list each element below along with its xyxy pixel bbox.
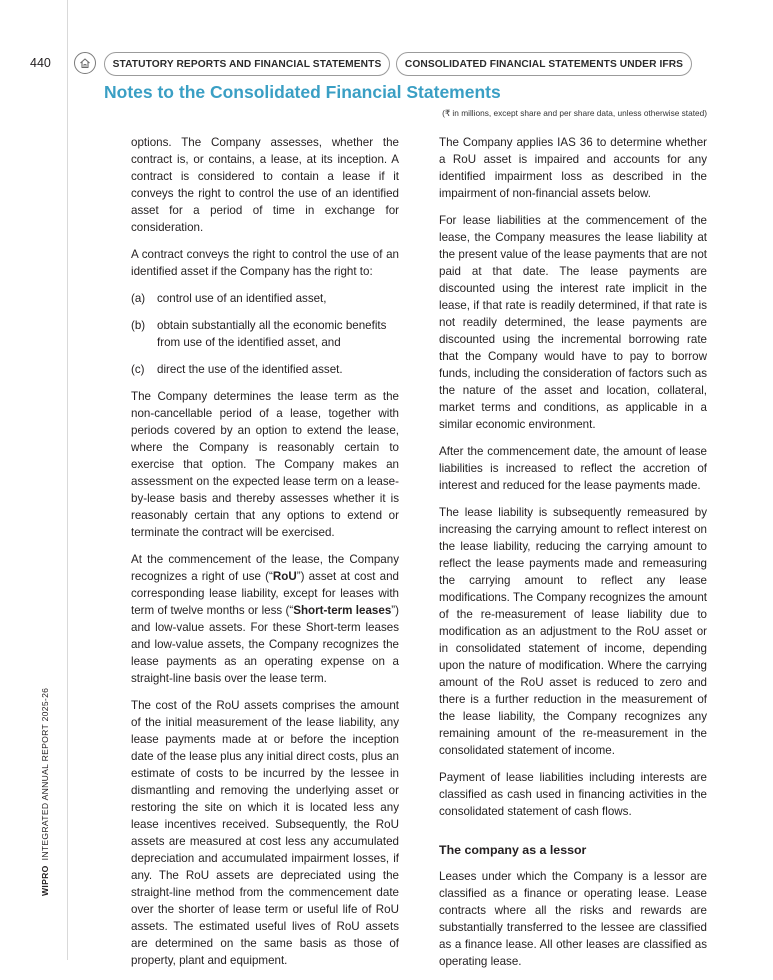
list-label: (b) — [131, 319, 146, 332]
paragraph: The Company applies IAS 36 to determine whether a RoU asset is impaired and accounts for any identified impairment loss as described in the impairment of non-financial assets below. — [439, 136, 707, 200]
paragraph: The cost of the RoU assets comprises the amount of the initial measurement of the lease liability, any lease payments made at or before the inception date of the lease plus any initial direct costs, plus an estimate of costs to be incurred by the lessee in dismantling and removing the underlying asset or restoring the site on which it is located less any lease incentives received. Subsequently, the RoU assets are measured at cost less any accumulated depreciation and accumulated impairment losses, if any. The RoU assets are depreciated using the straight-line method from the commencement date over the shorter of lease term or useful life of RoU assets. The estimated useful lives of RoU assets are determined on the same basis as those of property, plant and equipment. — [131, 699, 399, 967]
right-column — [439, 134, 707, 980]
text-run: ”) asset at cost and corresponding lease liability, except for leases with term of twelve months or less (“ — [131, 570, 399, 617]
list-text: control use of an identified asset, — [157, 292, 327, 305]
list-item — [131, 290, 399, 307]
list-item — [131, 361, 399, 378]
report-name: INTEGRATED ANNUAL REPORT 2025-26 — [40, 687, 50, 861]
paragraph: For lease liabilities at the commencement of the lease, the Company measures the lease liability at the present value of the lease payments that are not paid at that date. The lease payments are discounted using the interest rate implicit in the lease, if that rate is readily determined, if that rate is not readily determined, the lease payments are discounted using the incremental borrowing rate that the Company would have to pay to borrow funds, including the consideration of factors such as the nature of the asset and location, collateral, market terms and conditions, as applicable in a similar economic environment. — [439, 214, 707, 431]
page-number: 440 — [30, 56, 51, 70]
list-label: (c) — [131, 363, 145, 376]
house-icon — [79, 57, 91, 69]
list-text: direct the use of the identified asset. — [157, 363, 343, 376]
sidebar-divider — [67, 0, 68, 960]
text-run: ”) and low-value assets. For these Short-term leases and low-value assets, the Company recognizes the lease payments as an operating expense on a straight-line basis over the lease term. — [131, 604, 399, 685]
paragraph: Leases under which the Company is a lessor are classified as a finance or operating lease. Lease contracts where all the risks and rewards are substantially transferred to the lessee are classified as a finance lease. All other leases are classified as operating lease. — [439, 870, 707, 968]
home-button[interactable] — [74, 52, 96, 74]
tab-consolidated-ifrs[interactable]: CONSOLIDATED FINANCIAL STATEMENTS UNDER IFRS — [396, 52, 692, 76]
page-title: Notes to the Consolidated Financial Statements — [104, 82, 501, 102]
paragraph: options. The Company assesses, whether the contract is, or contains, a lease, at its inception. A contract is considered to contain a lease if it conveys the right to control the use of an identified asset for a period of time in exchange for consideration. — [131, 136, 399, 234]
paragraph: The lease liability is subsequently remeasured by increasing the carrying amount to reflect interest on the lease liability, reducing the carrying amount to reflect the lease payments made and remeasuring the carrying amount to reflect any lease modifications. The Company recognizes the amount of the re-measurement of lease liability due to modification as an adjustment to the RoU asset or in consolidated statement of income, depending upon the nature of modification. Where the carrying amount of the RoU asset is reduced to zero and there is a further reduction in the measurement of the lease liability, the Company recognizes any remaining amount of the re-measurement in the consolidated statement of income. — [439, 506, 707, 757]
list-item — [131, 317, 399, 351]
brand-name: WIPRO — [40, 865, 50, 896]
paragraph: A contract conveys the right to control the use of an identified asset if the Company has the right to: — [131, 248, 399, 278]
text-run: At the commencement of the lease, the Company recognizes a right of use (“ — [131, 553, 399, 583]
list-label: (a) — [131, 292, 146, 305]
tab-statutory-reports[interactable]: STATUTORY REPORTS AND FINANCIAL STATEMENTS — [104, 52, 390, 76]
report-footer-label — [40, 688, 50, 896]
paragraph — [131, 551, 399, 687]
defined-term: Short-term leases — [293, 604, 392, 617]
units-note: (₹ in millions, except share and per share data, unless otherwise stated) — [442, 108, 707, 118]
paragraph: After the commencement date, the amount of lease liabilities is increased to reflect the accretion of interest and reduced for the lease payments made. — [439, 445, 707, 492]
paragraph: Payment of lease liabilities including interests are classified as cash used in financing activities in the consolidated statement of cash flows. — [439, 771, 707, 818]
list-text: obtain substantially all the economic benefits from use of the identified asset, and — [157, 319, 387, 349]
paragraph: The Company determines the lease term as the non-cancellable period of a lease, together with periods covered by an option to extend the lease, where the Company is reasonably certain to exercise that option. The Company makes an assessment on the expected lease term on a lease-by-lease basis and thereby assesses whether it is reasonably certain that any options to extend or terminate the contract will be exercised. — [131, 390, 399, 539]
section-heading: The company as a lessor — [439, 843, 587, 857]
left-column — [131, 134, 399, 979]
defined-term: RoU — [272, 570, 297, 583]
